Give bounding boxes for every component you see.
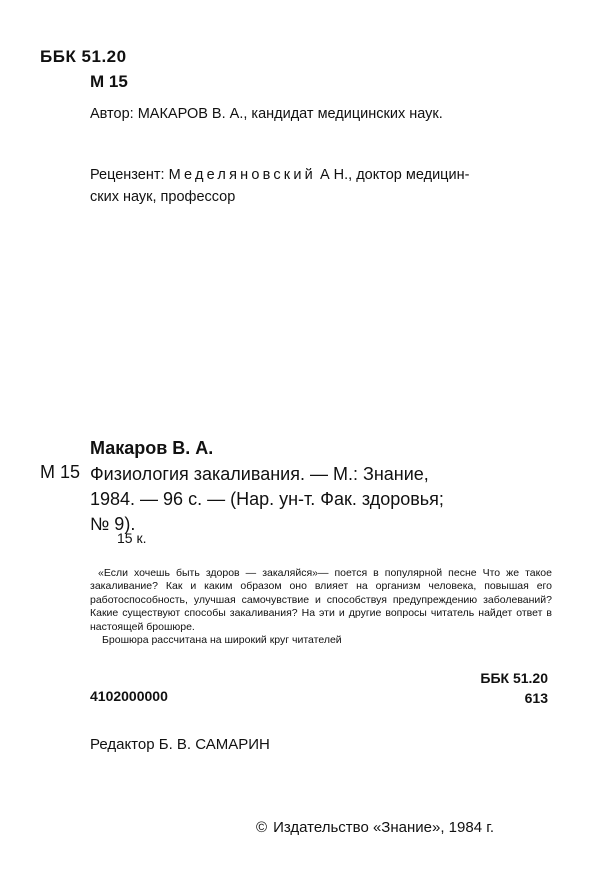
card-line-1: Физиология закаливания. — М.: Знание,	[90, 464, 429, 484]
reviewer-label: Рецензент:	[90, 167, 165, 183]
classification-code: 4102000000	[90, 688, 168, 704]
reviewer-name: Меделяновский	[168, 167, 316, 183]
editor-line: Редактор Б. В. САМАРИН	[90, 736, 270, 753]
card-code: М 15	[40, 462, 81, 482]
card-author: Макаров В. А.	[90, 438, 214, 458]
reviewer-line-1	[90, 164, 469, 186]
card-body	[90, 462, 444, 537]
annotation	[90, 567, 552, 647]
bbk-code-header: ББК 51.20	[40, 47, 127, 66]
card-line-2: 1984. — 96 с. — (Нар. ун-т. Фак. здоровья;	[90, 489, 444, 509]
reviewer-credentials: А Н., доктор медицин-	[319, 167, 470, 183]
copyright-icon: ©	[256, 819, 268, 836]
reviewer-line-2: ских наук, профессор	[90, 189, 236, 205]
classification-number: 613	[524, 690, 548, 706]
annotation-audience: Брошюра рассчитана на широкий круг читателей	[102, 634, 342, 647]
reviewer-block	[90, 164, 469, 208]
card-line-3: № 9).	[90, 514, 136, 534]
author-line: Автор: МАКАРОВ В. А., кандидат медицинских наук.	[90, 106, 443, 122]
author-mark-header: М 15	[90, 72, 128, 91]
card-price: 15 к.	[117, 530, 147, 546]
classification-block	[480, 668, 548, 708]
publisher-line	[256, 819, 494, 836]
classification-bbk: ББК 51.20	[480, 670, 548, 686]
annotation-text: «Если хочешь быть здоров — закаляйся»— поется в популярной песне Что же такое закаливание? Как и каким образом оно влияет на организм человека, повышая его работоспособность, улучшая самочувствие и способствуя предупреждению заболеваний? Какие существуют способы закаливания? На эти и другие вопросы читатель найдет ответ в настоящей брошюре.	[90, 567, 552, 633]
publisher-text: Издательство «Знание», 1984 г.	[273, 819, 495, 836]
